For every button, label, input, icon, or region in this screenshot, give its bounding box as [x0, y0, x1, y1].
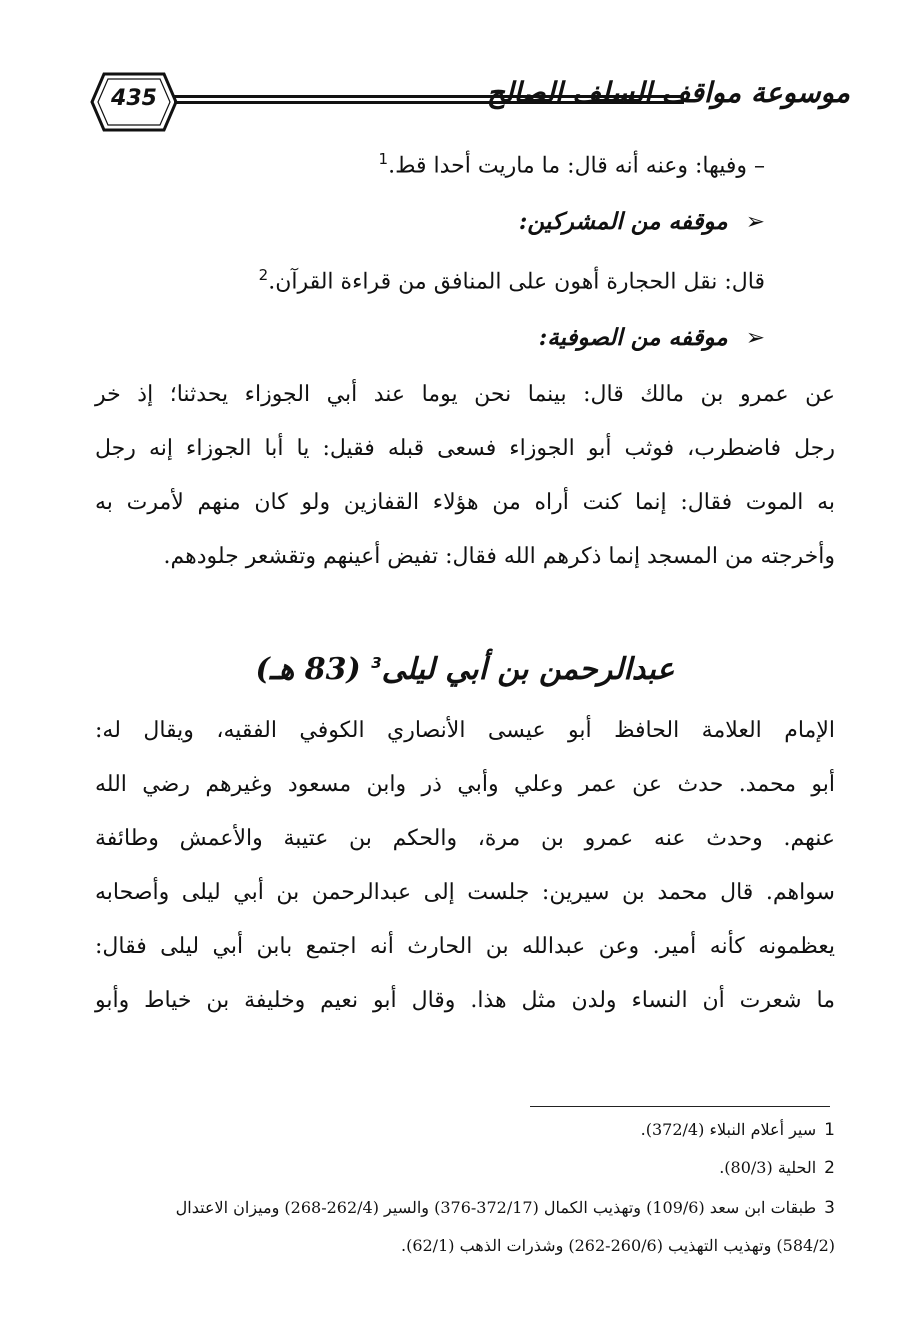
paragraph-line: عنهم. وحدث عنه عمرو بن مرة، والحكم بن عتيبة والأعمش وطائفة [95, 826, 835, 851]
footnote-text: طبقات ابن سعد (109/6) وتهذيب الكمال (372/17-376) والسير (262/4-268) وميزان الاعتدال [175, 1198, 817, 1217]
footnote-text: (584/2) وتهذيب التهذيب (260/6-262) وشذرات الذهب (62/1). [400, 1236, 835, 1255]
paragraph-line: عن عمرو بن مالك قال: بينما نحن يوما عند أبي الجوزاء يحدثنا؛ إذ خر [95, 382, 835, 407]
section-title-date: (83 هـ) [255, 652, 361, 687]
section-title-name: عبدالرحمن بن أبي ليلى [381, 652, 675, 687]
bio-paragraph [95, 704, 835, 1028]
page-header [90, 70, 850, 140]
footnote-separator [530, 1106, 830, 1107]
footnote-number: 1 [824, 1120, 835, 1140]
mushrikin-text: قال: نقل الحجارة أهون على المنافق من قراءة القرآن. [268, 269, 765, 295]
paragraph-line: سواهم. قال محمد بن سيرين: جلست إلى عبدالرحمن بن أبي ليلى وأصحابه [95, 880, 835, 905]
paragraph-line: به الموت فقال: إنما كنت أراه من هؤلاء القفازين ولو كان منهم لأمرت به [95, 490, 835, 515]
paragraph-line: رجل فاضطرب، فوثب أبو الجوزاء فسعى قبله فقيل: يا أبا الجوزاء إنه رجل [95, 436, 835, 461]
mushrikin-line [259, 266, 765, 294]
subhead-sufi [539, 324, 765, 351]
arrow-bullet-icon: ➢ [745, 325, 765, 351]
sufi-paragraph [95, 368, 835, 584]
paragraph-line: أبو محمد. حدث عن عمر وعلي وأبي ذر وابن مسعود وغيرهم رضي الله [95, 772, 835, 797]
top-line-text: – وفيها: وعنه أنه قال: ما ماريت أحدا قط. [388, 153, 765, 179]
top-line [379, 150, 765, 178]
footnote [641, 1120, 835, 1140]
subhead-mushrikin-label: موقفه من المشركين: [518, 208, 728, 235]
paragraph-line: ما شعرت أن النساء ولدن مثل هذا. وقال أبو نعيم وخليفة بن خياط وأبو [95, 988, 835, 1013]
footnote-text: سير أعلام النبلاء (372/4). [640, 1120, 817, 1139]
section-title [95, 652, 835, 687]
subhead-sufi-label: موقفه من الصوفية: [538, 324, 728, 351]
footnote-ref-2: 2 [258, 266, 269, 284]
paragraph-line: يعظمونه كأنه أمير. وعن عبدالله بن الحارث أنه اجتمع بابن أبي ليلى فقال: [95, 934, 835, 959]
footnote-number: 2 [824, 1158, 835, 1178]
subhead-mushrikin [519, 208, 765, 235]
footnote [719, 1158, 835, 1178]
book-title: موسوعة مواقف السلف الصالح [486, 76, 850, 109]
footnote-ref-1: 1 [378, 150, 389, 168]
footnote-continuation [401, 1236, 835, 1255]
footnote [176, 1198, 835, 1218]
page-number: 435 [111, 86, 157, 111]
footnote-text: الحلية (80/3). [719, 1158, 817, 1177]
paragraph-line: وأخرجته من المسجد إنما ذكرهم الله فقال: تفيض أعينهم وتقشعر جلودهم. [163, 544, 835, 569]
footnote-ref-3: 3 [371, 654, 382, 672]
page-number-badge [90, 70, 178, 134]
arrow-bullet-icon: ➢ [745, 209, 765, 235]
paragraph-line: الإمام العلامة الحافظ أبو عيسى الأنصاري الكوفي الفقيه، ويقال له: [95, 718, 835, 743]
footnote-number: 3 [824, 1198, 835, 1218]
